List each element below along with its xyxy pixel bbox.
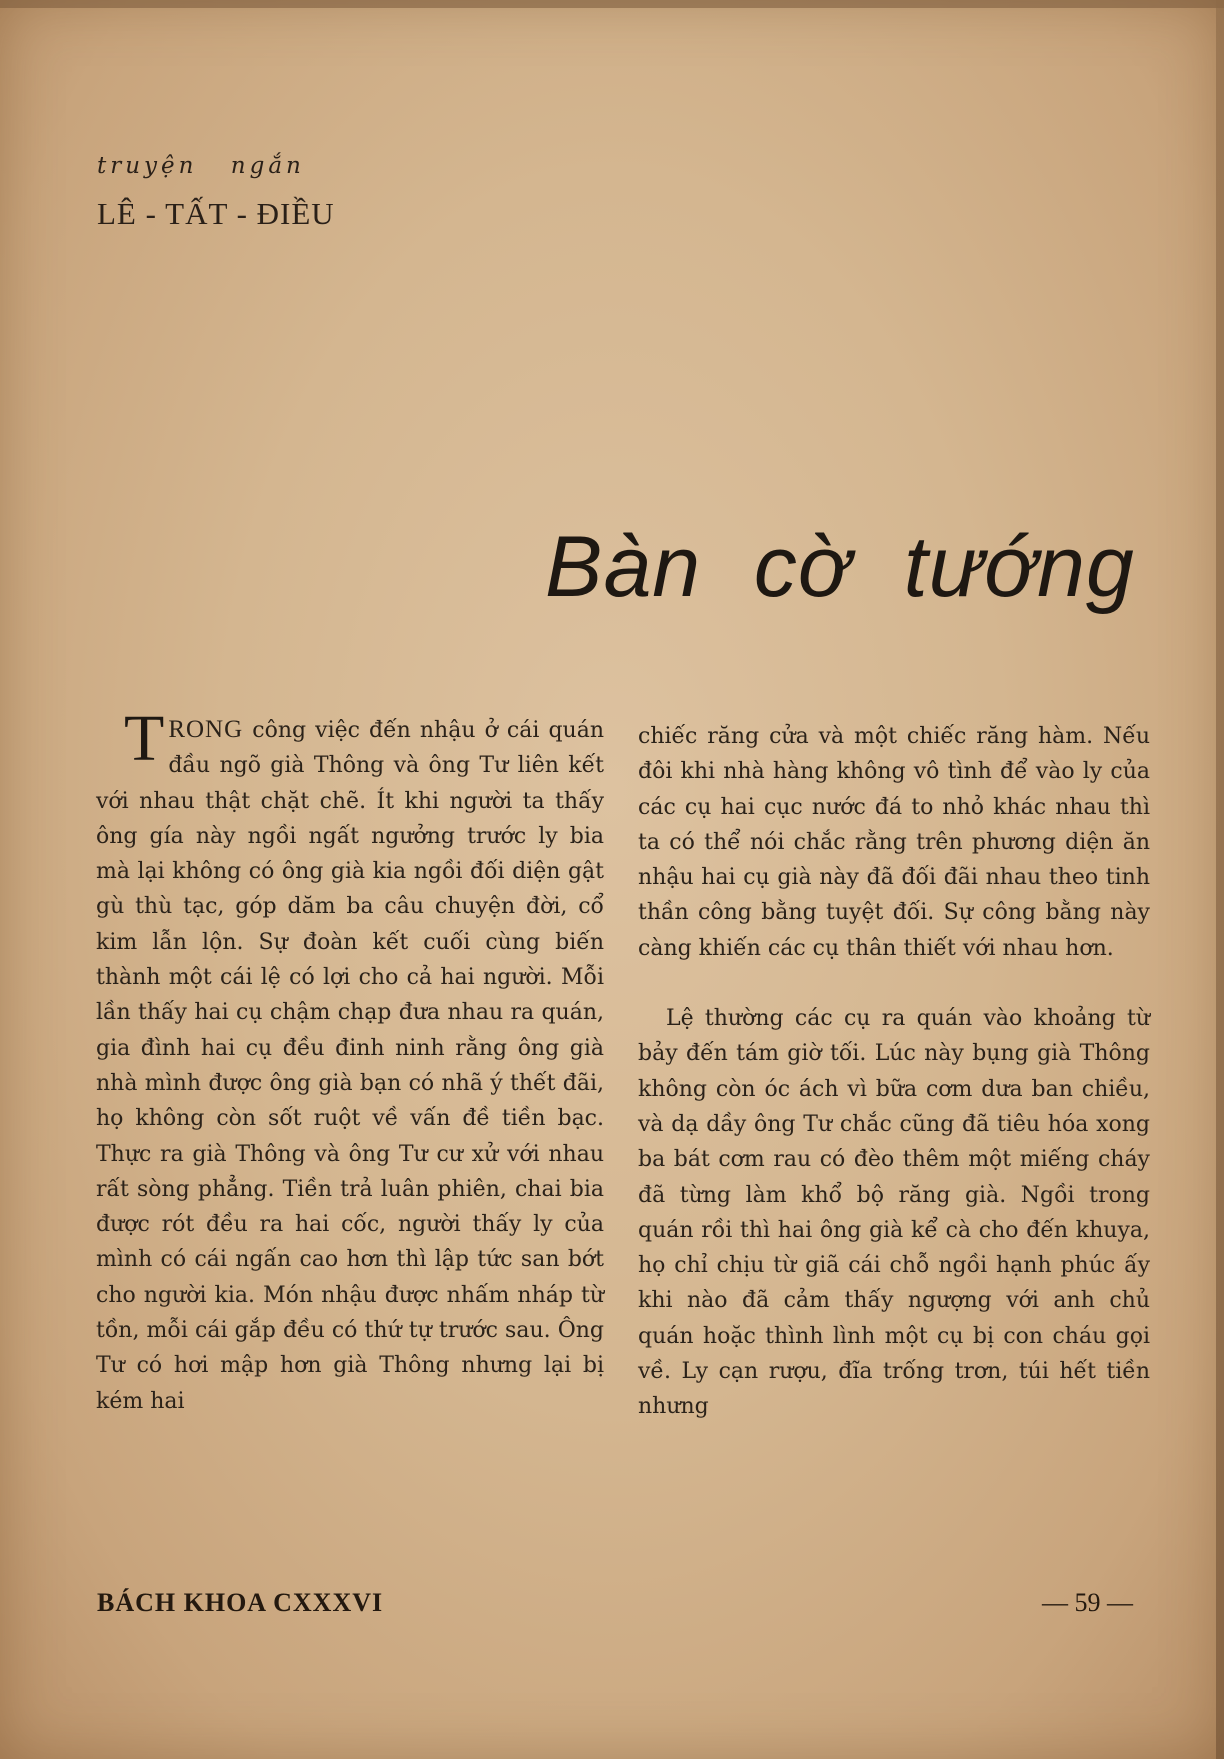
lead-word: RONG (168, 716, 244, 743)
drop-cap: T (124, 702, 165, 775)
page-number: — 59 — (1042, 1588, 1133, 1617)
author-name: LÊ - TẤT - ĐIỀU (97, 196, 335, 231)
paragraph-text: công việc đến nhậu ở cái quán đầu ngõ già Thông và ông Tư liên kết với nhau thật chặt chẽ. Ít khi người ta thấy ông gía này ngồi ngất ngưởng trước ly bia mà lại không có ông già kia ngồi đối diện gật gù thù tạc, góp dăm ba câu chuyện đời, cổ kim lẫn lộn. Sự đoàn kết cuối cùng biến thành một cái lệ có lợi cho cả hai người. Mỗi lần thấy hai cụ chậm chạp đưa nhau ra quán, gia đình hai cụ đều đinh ninh rằng ông già nhà mình được ông già bạn có nhã ý thết đãi, họ không còn sốt ruột về vấn đề tiền bạc. Thực ra già Thông và ông Tư cư xử với nhau rất sòng phẳng. Tiền trả luân phiên, chai bia được rót đều ra hai cốc, người thấy ly của mình có cái ngấn cao hơn thì lập tức san bớt cho người kia. Món nhậu được nhấm nháp từ tồn, mỗi cái gắp đều có thứ tự trước sau. Ông Tư có hơi mập hơn già Thông nhưng lại bị kém hai (96, 718, 604, 1414)
story-title: Bàn cờ tướng (545, 519, 1135, 615)
paragraph-continued: chiếc răng cửa và một chiếc răng hàm. Nếu đôi khi nhà hàng không vô tình để vào ly của các cụ hai cục nước đá to nhỏ khác nhau thì ta có thể nói chắc rằng trên phương diện ăn nhậu hai cụ già này đã đối đãi nhau theo tinh thần công bằng tuyệt đối. Sự công bằng này càng khiến các cụ thân thiết với nhau hơn. (638, 724, 1150, 961)
right-column (638, 719, 1150, 1425)
publication-footer: BÁCH KHOA CXXXVI (97, 1588, 384, 1617)
paragraph-second: Lệ thường các cụ ra quán vào khoảng từ bảy đến tám giờ tối. Lúc này bụng già Thông không còn óc ách vì bữa cơm dưa ban chiều, và dạ dầy ông Tư chắc cũng đã tiêu hóa xong ba bát cơm rau có đèo thêm một miếng cháy đã từng làm khổ bộ răng già. Ngồi trong quán rồi thì hai ông già kể cà cho đến khuya, họ chỉ chịu từ giã cái chỗ ngồi hạnh phúc ấy khi nào đã cảm thấy ngượng với anh chủ quán hoặc thình lình một cụ bị con cháu gọi về. Ly cạn rượu, đĩa trống trơn, túi hết tiền nhưng (638, 1006, 1150, 1420)
left-column (96, 702, 604, 1419)
genre-label: truyện ngắn (97, 153, 305, 179)
paragraph-opening (96, 702, 604, 1419)
